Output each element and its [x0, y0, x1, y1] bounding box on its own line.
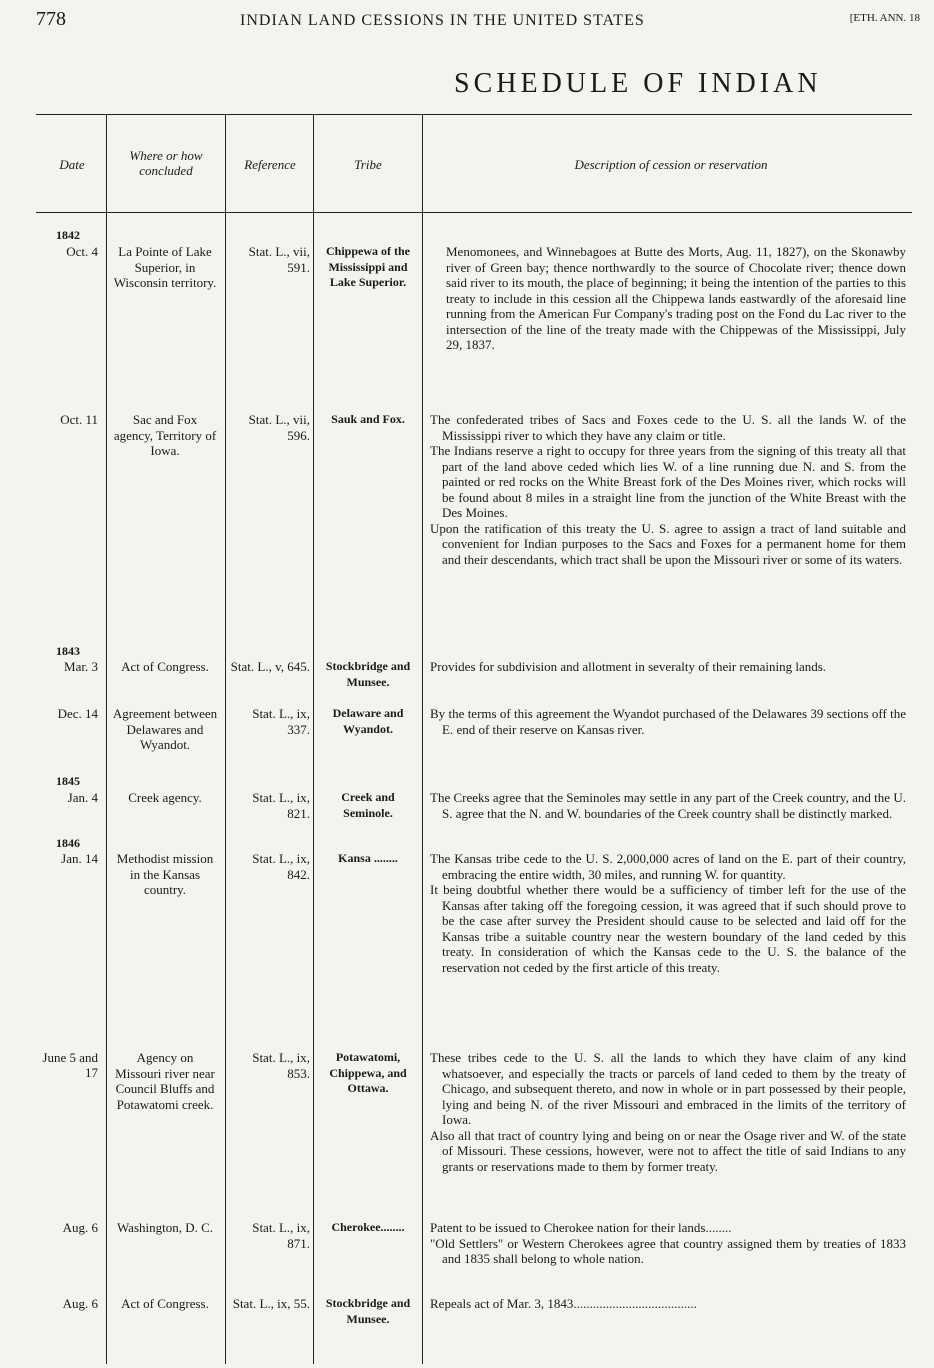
row-reference: Stat. L., ix, 55.: [232, 1296, 310, 1311]
description-paragraph: Repeals act of Mar. 3, 1843......................................: [430, 1296, 697, 1311]
description-paragraph: Menomonees, and Winnebagoes at Butte des Morts, Aug. 11, 1827), on the Skonawby river of Green bay; thence northwardly to the source of Chocolate river; thence down said river to its mouth, the place of beginning; it being the intention of the parties to this treaty to include in this cession all the Chippewa lands eastwardly of the aforesaid line running from the American Fur Company's trading post on the Fond du Lac river to the intersection of the line of the treaty made with the Chippewas of the Mississippi, July 29, 1837.: [446, 244, 906, 352]
row-date: Jan. 14: [61, 851, 98, 866]
row-where-concluded: Act of Congress.: [121, 1296, 209, 1311]
row-description: [430, 1296, 906, 1312]
row-reference: Stat. L., ix, 842.: [252, 851, 310, 882]
row-tribe: Cherokee........: [331, 1220, 405, 1234]
row-reference: Stat. L., vii, 596.: [248, 412, 310, 443]
row-year: 1845: [56, 774, 80, 788]
description-paragraph: The confederated tribes of Sacs and Foxes cede to the U. S. all the lands W. of the Mississippi river to which they have any claim or title.: [430, 412, 906, 443]
row-date: Aug. 6: [62, 1220, 98, 1235]
column-divider: [422, 114, 423, 1364]
row-reference: Stat. L., vii, 591.: [248, 244, 310, 275]
row-reference: Stat. L., ix, 853.: [252, 1050, 310, 1081]
row-tribe: Sauk and Fox.: [331, 412, 405, 426]
row-where-concluded: Methodist mission in the Kansas country.: [116, 851, 214, 897]
row-tribe: Kansa ........: [338, 851, 398, 865]
row-description: [430, 244, 906, 353]
row-where-concluded: Agency on Missouri river near Council Bluffs and Potawatomi creek.: [115, 1050, 215, 1112]
description-paragraph: The Indians reserve a right to occupy for three years from the signing of this treaty all that part of the land above ceded which lies W. of a line running due N. and S. from the painted or red rocks on the White Breast fork of the Des Moines river, which rocks will be found about 8 miles in a straight line from the junction of the White Breast with the Des Moines.: [430, 443, 906, 520]
row-date: Aug. 6: [62, 1296, 98, 1311]
row-date: Mar. 3: [64, 659, 98, 674]
row-date: Jan. 4: [67, 790, 98, 805]
row-where-concluded: Agreement between Delawares and Wyandot.: [112, 706, 218, 752]
row-tribe: Creek and Seminole.: [341, 790, 395, 820]
row-where-concluded: La Pointe of Lake Superior, in Wisconsin territory.: [113, 244, 217, 290]
row-year: 1846: [56, 836, 80, 850]
row-reference: Stat. L., v, 645.: [230, 659, 310, 674]
column-divider: [225, 114, 226, 1364]
table-head-rule: [36, 212, 912, 213]
row-date: Oct. 11: [60, 412, 98, 427]
description-paragraph: The Kansas tribe cede to the U. S. 2,000,000 acres of land on the E. part of their country, embracing the entire width, 30 miles, and running W. for quantity.: [430, 851, 906, 882]
description-paragraph: By the terms of this agreement the Wyandot purchased of the Delawares 39 sections off the E. end of their reserve on Kansas river.: [430, 706, 906, 737]
row-date: June 5 and 17: [42, 1050, 98, 1080]
row-description: [430, 706, 906, 737]
page-title: SCHEDULE OF INDIAN: [454, 68, 822, 99]
running-tag: [ETH. ANN. 18: [849, 12, 920, 24]
row-reference: Stat. L., ix, 871.: [252, 1220, 310, 1251]
column-header-description: Description of cession or reservation: [574, 157, 768, 172]
row-where-concluded: Creek agency.: [128, 790, 202, 805]
running-head: INDIAN LAND CESSIONS IN THE UNITED STATES: [240, 12, 645, 29]
row-description: [430, 659, 906, 675]
column-header-date: Date: [59, 157, 85, 172]
row-tribe: Potawatomi, Chippewa, and Ottawa.: [329, 1050, 407, 1095]
column-divider: [106, 114, 107, 1364]
page-number: 778: [36, 8, 66, 30]
row-year: 1842: [56, 228, 80, 242]
description-paragraph: Patent to be issued to Cherokee nation for their lands........: [430, 1220, 732, 1235]
row-where-concluded: Sac and Fox agency, Territory of Iowa.: [113, 412, 217, 458]
row-tribe: Delaware and Wyandot.: [332, 706, 404, 736]
column-header-where: Where or how concluded: [129, 148, 203, 178]
column-divider: [313, 114, 314, 1364]
row-reference: Stat. L., ix, 337.: [252, 706, 310, 737]
description-paragraph: Upon the ratification of this treaty the U. S. agree to assign a tract of land suitable and convenient for Indian purposes to the Sacs and Foxes for a permanent home for them and their descendants, which tract shall be upon the Missouri river or some of its waters.: [430, 520, 906, 567]
description-paragraph: Also all that tract of country lying and being on or near the Osage river and W. of the state of Missouri. These cessions, however, were not to affect the title of said Indians to any grants or reservations made to them by former treaty.: [430, 1127, 906, 1174]
column-header-tribe: Tribe: [354, 157, 382, 172]
description-paragraph: It being doubtful whether there would be a sufficiency of timber left for the use of the Kansas after taking off the foregoing cession, it was agreed that if such should prove to be the case after survey the President should cause to be selected and laid off for the Kansas tribe a suitable country near the western boundary of the land ceded by this treaty. In consideration of which the Kansas cede to the U. S. the balance of the reservation not ceded by the first article of this treaty.: [430, 882, 906, 975]
row-description: [430, 1050, 906, 1174]
row-description: [430, 851, 906, 975]
row-where-concluded: Act of Congress.: [121, 659, 209, 674]
table-top-rule: [36, 114, 912, 115]
row-reference: Stat. L., ix, 821.: [252, 790, 310, 821]
row-tribe: Stockbridge and Munsee.: [325, 659, 411, 689]
row-description: [430, 790, 906, 821]
row-date: Oct. 4: [66, 244, 98, 259]
column-header-reference: Reference: [244, 157, 296, 172]
row-description: [430, 1220, 906, 1267]
description-paragraph: These tribes cede to the U. S. all the lands to which they have claim of any kind whatsoever, and especially the tracts or parcels of land ceded to them by the treaty of Chicago, and subsequent thereto, and now in whole or in part possessed by their people, lying and being N. of the river Missouri and embraced in the limits of the territory of Iowa.: [430, 1050, 906, 1127]
description-paragraph: "Old Settlers" or Western Cherokees agree that country assigned them by treaties of 1833 and 1835 shall belong to whole nation.: [430, 1235, 906, 1266]
description-paragraph: Provides for subdivision and allotment in severalty of their remaining lands.: [430, 659, 827, 674]
row-date: Dec. 14: [57, 706, 98, 721]
row-year: 1843: [56, 644, 80, 658]
row-where-concluded: Washington, D. C.: [116, 1220, 214, 1235]
row-tribe: Stockbridge and Munsee.: [325, 1296, 411, 1326]
row-description: [430, 412, 906, 567]
description-paragraph: The Creeks agree that the Seminoles may settle in any part of the Creek country, and the U. S. agree that the N. and W. boundaries of the Creek country shall be distinctly marked.: [430, 790, 906, 821]
row-tribe: Chippewa of the Mississippi and Lake Superior.: [325, 244, 410, 289]
